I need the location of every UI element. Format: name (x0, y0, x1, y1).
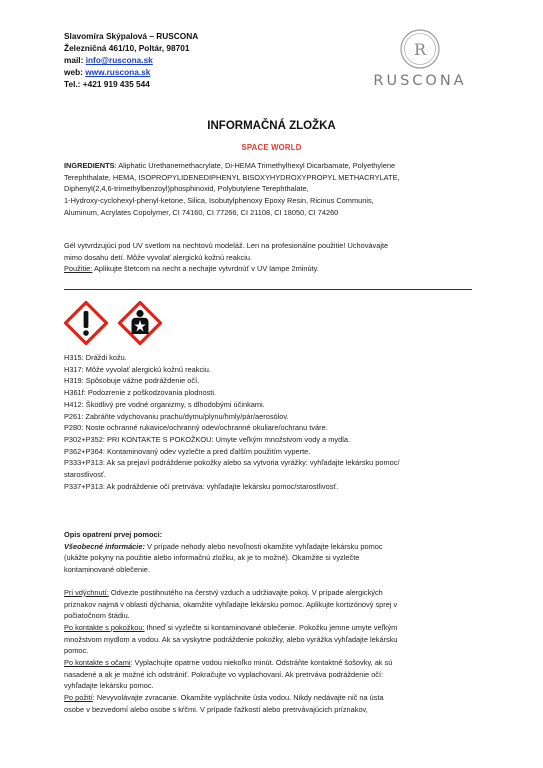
precaution-statement: starostlivosť. (64, 470, 106, 480)
hazard-statement: H315: Dráždi kožu. (64, 353, 127, 362)
logo-emblem-icon (399, 28, 441, 70)
precaution-statement: P302+P352: PRI KONTAKTE S POKOŽKOU: Umyte veľkým množstvom vody a mydla. (64, 434, 351, 444)
ingestion-info: Po požití: Nevyvolávajte zvracanie. Okamžite vypláchnite ústa vodou. Nikdy nedávajte nič na ústa (64, 693, 384, 703)
inhalation-info: Pri vdýchnutí: Odvezte postihnutého na čerstvý vzduch a udržiavajte pokoj. V prípade alergických (64, 587, 383, 597)
ingredients-line: Diphenyl(2,4,6-trimethylbenzoyl)phosphinoxid, Polybutylene Terephthalate, (64, 184, 309, 194)
inhalation-label: Pri vdýchnutí: (64, 587, 109, 597)
mail-label: mail: (64, 55, 84, 65)
precaution-statement: P333+P313: Ak sa prejaví podráždenie pokožky alebo sa vytvoria vyrážky: vyhľadajte lekársku pomoc/ (64, 458, 400, 468)
mail-link[interactable]: info@ruscona.sk (85, 55, 153, 65)
ingestion-label: Po požití (64, 693, 93, 703)
precaution-statement: P280: Noste ochranné rukavice/ochranný odev/ochranné okuliare/ochranu tváre. (64, 423, 328, 433)
ingredients-line: Aluminum, Acrylates Copolymer, CI 74160, CI 77266, CI 21108, CI 18050, CI 74260 (64, 207, 339, 217)
skin-contact-info: Po kontakte s pokožkou: Ihneď si vyzlečte si kontaminované oblečenie. Pokožku jemne umyte veľkým (64, 622, 398, 632)
hazard-statement: H361f: Podozrenie z poškodzovania plodnosti. (64, 388, 217, 398)
section-divider (64, 289, 472, 290)
ingredients-section (64, 160, 484, 219)
usage-section (64, 240, 484, 275)
product-name: SPACE WORLD (241, 143, 302, 152)
ingredients-line: Terephthalate, HEMA, ISOPROPYLIDENEDIPHENYL BISOXYHYDROXYPROPYL METHACRYLATE, (64, 172, 400, 182)
ingredients-line: INGREDIENTS: Aliphatic Urethanemethacrylate, Di-HEMA Trimethylhexyl Dicarbamate, Polyethylene (64, 161, 396, 170)
health-hazard-icon (118, 301, 162, 345)
hazard-statements (64, 352, 484, 492)
logo-letter: R (413, 40, 427, 59)
eye-contact-info: Po kontakte s očami: Vyplachujte opatrne vodou niekoľko minút. Odstráňte kontaktné šošovky, ak sú (64, 658, 393, 668)
first-aid-section: Opis opatrení prvej pomoci: Všeobecné informácie: V prípade nehody alebo nevoľnosti okamžite vyhľadajte lekársku pomoc (ukážte pokyny na použitie alebo informačnú zložku, ak je to možné). Okamžite si vyzlečte kontaminované oblečenie. Pri vdýchnutí: Odvezte postihnutého na čerstvý vzduch a udržiavajte pokoj. V prípade alergických príznakov najmä v oblasti dýchania, okamžite vyhľadajte lekársku pomoc. Aplikujte kortizónový sprej v počiatočnom štádiu. Po kontakte s pokožkou: Ihneď si vyzlečte si kontaminované oblečenie. Pokožku jemne umyte veľkým množstvom mydlom a vodou. Ak sa vyskytne podráždenie pokožky, alebo vyrážka vyhľadajte lekársku pomoc. Po kontakte s očami: Vyplachujte opatrne vodou niekoľko minút. Odstráňte kontaktné šošovky, ak sú nasadené a ak je možné ich odstrániť. Pokračujte vo vyplachovaní. Ak pretrváva podráždenie očí: vyhľadajte lekársku pomoc. Po požití: Nevyvolávajte zvracanie. Okamžite vypláchnite ústa vodou. Nikdy nedávajte nič na ústa osobe v bezvedomí alebo osobe s kŕčmi. V prípade ťažkostí alebo pretrvávajúcich príznakov, (64, 529, 484, 716)
company-tel: Tel.: +421 919 435 544 (64, 79, 150, 89)
company-name: Slavomíra Skýpalová – RUSCONA (64, 31, 199, 41)
web-label: web: (64, 67, 83, 77)
hazard-pictograms (64, 301, 162, 345)
usage-instruction-label: Použitie: (64, 264, 93, 274)
hazard-statement: H412: Škodlivý pre vodné organizmy, s dlhodobými účinkami. (64, 399, 265, 409)
first-aid-heading: Opis opatrení prvej pomoci: (64, 530, 163, 539)
eye-contact-label: Po kontakte s očami (64, 658, 131, 668)
precaution-statement: P337+P313: Ak podráždenie očí pretrváva: vyhľadajte lekársku pomoc/starostlivosť. (64, 481, 339, 491)
hazard-statement: H317: Môže vyvolať alergickú kožnú reakciu. (64, 364, 211, 374)
ingredients-line: 1-Hydroxy-cyclohexyl-phenyl-ketone, Silica, Isobutylphenoxy Epoxy Resin, Ricinus Communis, (64, 196, 374, 206)
general-info-label: Všeobecné informácie: (64, 541, 145, 551)
company-mail (64, 54, 198, 66)
ruscona-logo (360, 28, 480, 89)
precaution-statement: P362+P364: Kontaminovaný odev vyzlečte a pred ďalším použitím vyperte. (64, 446, 311, 456)
usage-line: Gél vytvrdzujúci pod UV svetlom na nechtovú modeláž. Len na profesionálne použitie! Uchovávajte (64, 241, 389, 250)
exclamation-mark-icon (64, 301, 108, 345)
spacer (64, 576, 484, 587)
general-info: Všeobecné informácie: V prípade nehody alebo nevoľnosti okamžite vyhľadajte lekársku pomoc (64, 541, 383, 551)
logo-wordmark: RUSCONA (373, 73, 467, 89)
skin-contact-label: Po kontakte s pokožkou: (64, 622, 145, 632)
company-web (64, 66, 198, 78)
usage-line: mimo dosahu detí. Môže vyvolať alergickú kožnú reakciu. (64, 252, 253, 262)
web-link[interactable]: www.ruscona.sk (85, 67, 151, 77)
document-title: INFORMAČNÁ ZLOŽKA (207, 120, 336, 132)
precaution-statement: P261: Zabráňte vdychovaniu prachu/dymu/plynu/hmly/pár/aerosólov. (64, 411, 289, 421)
company-address: Železničná 461/10, Poltár, 98701 (64, 43, 190, 53)
usage-instruction: Použitie: Aplikujte štetcom na necht a nechajte vytvrdnúť v UV lampe 2minúty. (64, 264, 319, 274)
ingredients-label: INGREDIENTS (64, 161, 115, 170)
company-contact (64, 30, 198, 90)
hazard-statement: H319: Spôsobuje vážne podráždenie očí. (64, 376, 200, 386)
